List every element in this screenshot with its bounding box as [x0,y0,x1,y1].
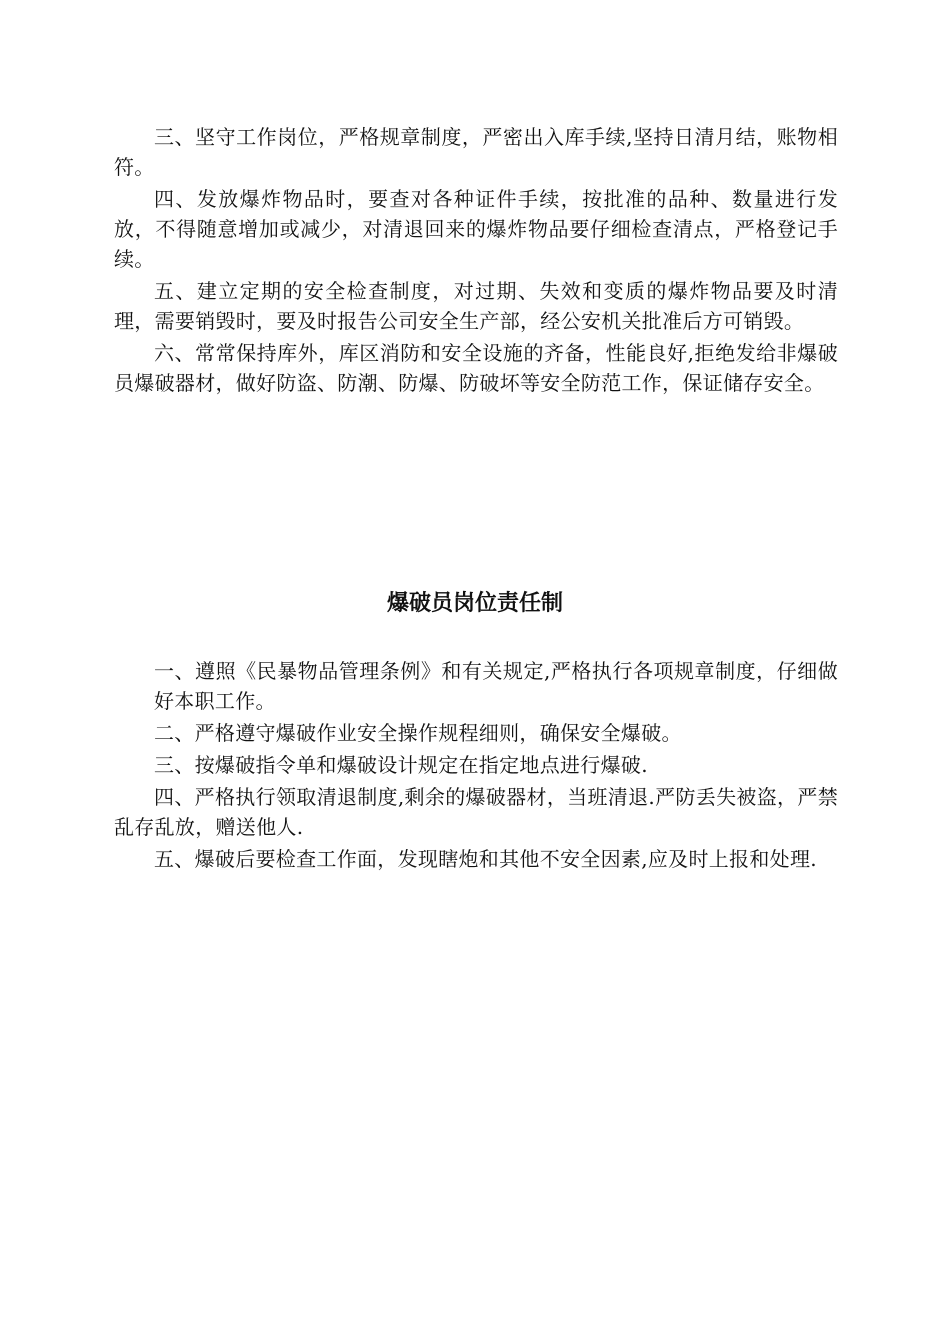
section-title: 爆破员岗位责任制 [386,591,563,616]
duty-paragraph-3: 三、按爆破指令单和爆破设计规定在指定地点进行爆破. [154,753,648,777]
duty-paragraph-4: 四、严格执行领取清退制度,剩余的爆破器材，当班清退.严防丢失被盗，严禁乱存乱放，赠送他人. [114,785,838,839]
rules-section-continued [114,122,838,398]
rule-paragraph-4: 四、发放爆炸物品时，要查对各种证件手续，按批准的品种、数量进行发放，不得随意增加或减少，对清退回来的爆炸物品要仔细检查清点，严格登记手续。 [114,187,838,271]
duty-paragraph-2: 二、严格遵守爆破作业安全操作规程细则，确保安全爆破。 [154,721,682,745]
blaster-responsibility-section [114,656,838,874]
rule-paragraph-5: 五、建立定期的安全检查制度，对过期、失效和变质的爆炸物品要及时清理，需要销毁时，要及时报告公司安全生产部，经公安机关批准后方可销毁。 [114,279,838,333]
duty-paragraph-5: 五、爆破后要检查工作面，发现瞎炮和其他不安全因素,应及时上报和处理. [154,847,817,871]
rule-paragraph-6: 六、常常保持库外，库区消防和安全设施的齐备，性能良好,拒绝发给非爆破员爆破器材，做好防盗、防潮、防爆、防破坏等安全防范工作，保证储存安全。 [114,341,838,395]
duty-paragraph-1: 一、遵照《民暴物品管理条例》和有关规定,严格执行各项规章制度，仔细做好本职工作。 [154,659,838,713]
rule-paragraph-3: 三、坚守工作岗位，严格规章制度，严密出入库手续,坚持日清月结，账物相符。 [114,125,838,179]
